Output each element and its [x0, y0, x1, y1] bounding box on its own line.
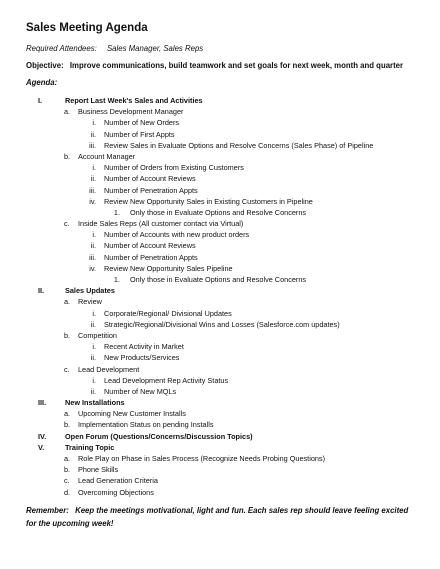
- agenda-item-marker: a.: [64, 107, 71, 117]
- attendees-value: Sales Manager, Sales Reps: [106, 44, 204, 53]
- agenda-item: [26, 386, 416, 397]
- agenda-item: [26, 364, 416, 375]
- agenda-item-marker: 1.: [113, 275, 120, 284]
- agenda-item-text: Account Manager: [78, 151, 136, 161]
- agenda-label: Agenda:: [26, 78, 58, 87]
- agenda-item-text: Review New Opportunity Sales Pipeline: [104, 263, 233, 273]
- agenda-item-marker: V.: [38, 442, 45, 452]
- document: [26, 22, 416, 530]
- agenda-item: [26, 296, 416, 307]
- agenda-item: [26, 341, 416, 352]
- agenda-item: [26, 162, 416, 173]
- agenda-item-marker: i.: [92, 342, 96, 352]
- agenda-item-text: Sales Updates: [65, 286, 115, 296]
- objective-line: [26, 61, 416, 70]
- agenda-item: [26, 263, 416, 274]
- agenda-item-marker: iii.: [89, 252, 96, 262]
- agenda-item-text: Phone Skills: [78, 465, 119, 475]
- agenda-item-marker: II.: [38, 286, 45, 296]
- agenda-item-marker: a.: [64, 454, 71, 463]
- agenda-item-text: Business Development Manager: [78, 107, 184, 117]
- agenda-item-text: Role Play on Phase in Sales Process (Recognize Needs Probing Questions): [78, 454, 326, 463]
- agenda-item-marker: i.: [92, 375, 96, 385]
- agenda-item-marker: ii.: [90, 319, 96, 329]
- agenda-item-marker: iv.: [89, 263, 96, 273]
- agenda-item: [26, 218, 416, 229]
- agenda-item-text: Open Forum (Questions/Concerns/Discussion Topics): [65, 431, 253, 441]
- agenda-item: [26, 308, 416, 319]
- agenda-item: [26, 397, 416, 408]
- agenda-item-marker: 1.: [113, 207, 120, 217]
- agenda-item-marker: c.: [64, 364, 70, 374]
- agenda-item: [26, 173, 416, 184]
- agenda-item-marker: ii.: [90, 386, 96, 396]
- agenda-item: [26, 475, 416, 486]
- agenda-item-text: Upcoming New Customer Installs: [78, 409, 186, 419]
- agenda-item: [26, 196, 416, 207]
- agenda-item-text: Competition: [78, 330, 117, 340]
- agenda-item-marker: b.: [64, 151, 71, 161]
- agenda-item-text: Review: [78, 297, 102, 307]
- agenda-item: [26, 252, 416, 263]
- agenda-item: [26, 140, 416, 151]
- agenda-item-marker: b.: [64, 420, 71, 430]
- agenda-item: [26, 185, 416, 196]
- agenda-item: [26, 319, 416, 330]
- agenda-item: [26, 352, 416, 363]
- agenda-item: [26, 207, 416, 218]
- objective-label: Objective:: [26, 61, 64, 70]
- agenda-item-text: Number of New MQLs: [104, 386, 177, 396]
- agenda-list: [26, 95, 416, 498]
- agenda-item-text: Number of New Orders: [104, 118, 180, 128]
- remember-note: [26, 504, 418, 530]
- agenda-item-text: Number of Orders from Existing Customers: [104, 163, 244, 173]
- agenda-item-text: Inside Sales Reps (All customer contact via Virtual): [78, 219, 244, 229]
- agenda-item-text: Number of Accounts with new product orders: [104, 230, 250, 240]
- agenda-item: [26, 442, 416, 453]
- agenda-item-text: Lead Development Rep Activity Status: [104, 375, 229, 385]
- agenda-item: [26, 240, 416, 251]
- agenda-item-marker: iii.: [89, 185, 96, 195]
- agenda-item-marker: I.: [38, 96, 43, 105]
- agenda-item-text: Number of Penetration Appts: [104, 252, 198, 262]
- agenda-item-text: Lead Generation Criteria: [78, 476, 158, 486]
- attendees-label: Required Attendees:: [26, 44, 97, 53]
- agenda-item: [26, 453, 416, 464]
- agenda-item: [26, 419, 416, 430]
- agenda-item: [26, 106, 416, 117]
- agenda-item-marker: c.: [64, 476, 70, 486]
- agenda-item-marker: b.: [64, 465, 71, 475]
- agenda-item: [26, 330, 416, 341]
- agenda-item-text: Number of Penetration Appts: [104, 185, 198, 195]
- agenda-item-marker: c.: [64, 219, 70, 229]
- agenda-item-text: Training Topic: [65, 442, 115, 452]
- agenda-item-marker: d.: [64, 487, 71, 497]
- agenda-item-text: Report Last Week's Sales and Activities: [65, 96, 203, 105]
- agenda-item-text: New Products/Services: [104, 353, 180, 363]
- agenda-item: [26, 375, 416, 386]
- agenda-item-text: Review Sales in Evaluate Options and Resolve Concerns (Sales Phase) of Pipeline: [104, 140, 374, 150]
- agenda-item-text: Number of First Appts: [104, 129, 175, 139]
- agenda-item-marker: ii.: [90, 241, 96, 251]
- agenda-item-marker: ii.: [90, 129, 96, 139]
- agenda-item-marker: ii.: [90, 174, 96, 184]
- agenda-item: [26, 229, 416, 240]
- agenda-item-text: Overcoming Objections: [78, 487, 154, 497]
- remember-label: Remember:: [26, 505, 69, 515]
- agenda-item: [26, 129, 416, 140]
- agenda-item: [26, 431, 416, 442]
- agenda-item-text: Implementation Status on pending Installs: [78, 420, 214, 430]
- objective-value: Improve communications, build teamwork and set goals for next week, month and quarter: [69, 61, 404, 70]
- document-title: Sales Meeting Agenda: [26, 22, 148, 34]
- agenda-item: [26, 151, 416, 162]
- agenda-item: [26, 285, 416, 296]
- agenda-item-text: Review New Opportunity Sales in Existing Customers in Pipeline: [104, 196, 313, 206]
- agenda-item-marker: III.: [38, 398, 47, 408]
- agenda-item-text: Recent Activity in Market: [104, 342, 184, 352]
- remember-text: Keep the meetings motivational, light and fun. Each sales rep should leave feeling excited for the upcoming week!: [26, 505, 409, 528]
- agenda-item-text: New Installations: [65, 398, 125, 408]
- agenda-item: [26, 117, 416, 128]
- agenda-item-text: Corporate/Regional/ Divisional Updates: [104, 308, 232, 318]
- agenda-item-marker: a.: [64, 409, 71, 419]
- agenda-item: [26, 487, 416, 498]
- attendees-line: [26, 44, 416, 53]
- agenda-item: [26, 408, 416, 419]
- agenda-item-marker: a.: [64, 297, 71, 307]
- agenda-item-marker: i.: [92, 118, 96, 128]
- agenda-item-marker: i.: [92, 308, 96, 318]
- agenda-item-text: Only those in Evaluate Options and Resolve Concerns: [130, 207, 307, 217]
- agenda-item-marker: b.: [64, 330, 71, 340]
- agenda-item-marker: IV.: [38, 431, 47, 441]
- agenda-item-marker: i.: [92, 230, 96, 240]
- agenda-item: [26, 464, 416, 475]
- agenda-item: [26, 95, 416, 106]
- agenda-item: [26, 274, 416, 285]
- agenda-item-marker: iv.: [89, 196, 96, 206]
- agenda-item-text: Number of Account Reviews: [104, 241, 196, 251]
- agenda-item-marker: i.: [92, 163, 96, 173]
- agenda-item-marker: ii.: [90, 353, 96, 363]
- agenda-item-text: Only those in Evaluate Options and Resolve Concerns: [130, 275, 307, 284]
- agenda-item-text: Lead Development: [78, 364, 140, 374]
- agenda-item-marker: iii.: [89, 140, 96, 150]
- agenda-item-text: Number of Account Reviews: [104, 174, 196, 184]
- agenda-item-text: Strategic/Regional/Divisional Wins and Losses (Salesforce.com updates): [104, 319, 340, 329]
